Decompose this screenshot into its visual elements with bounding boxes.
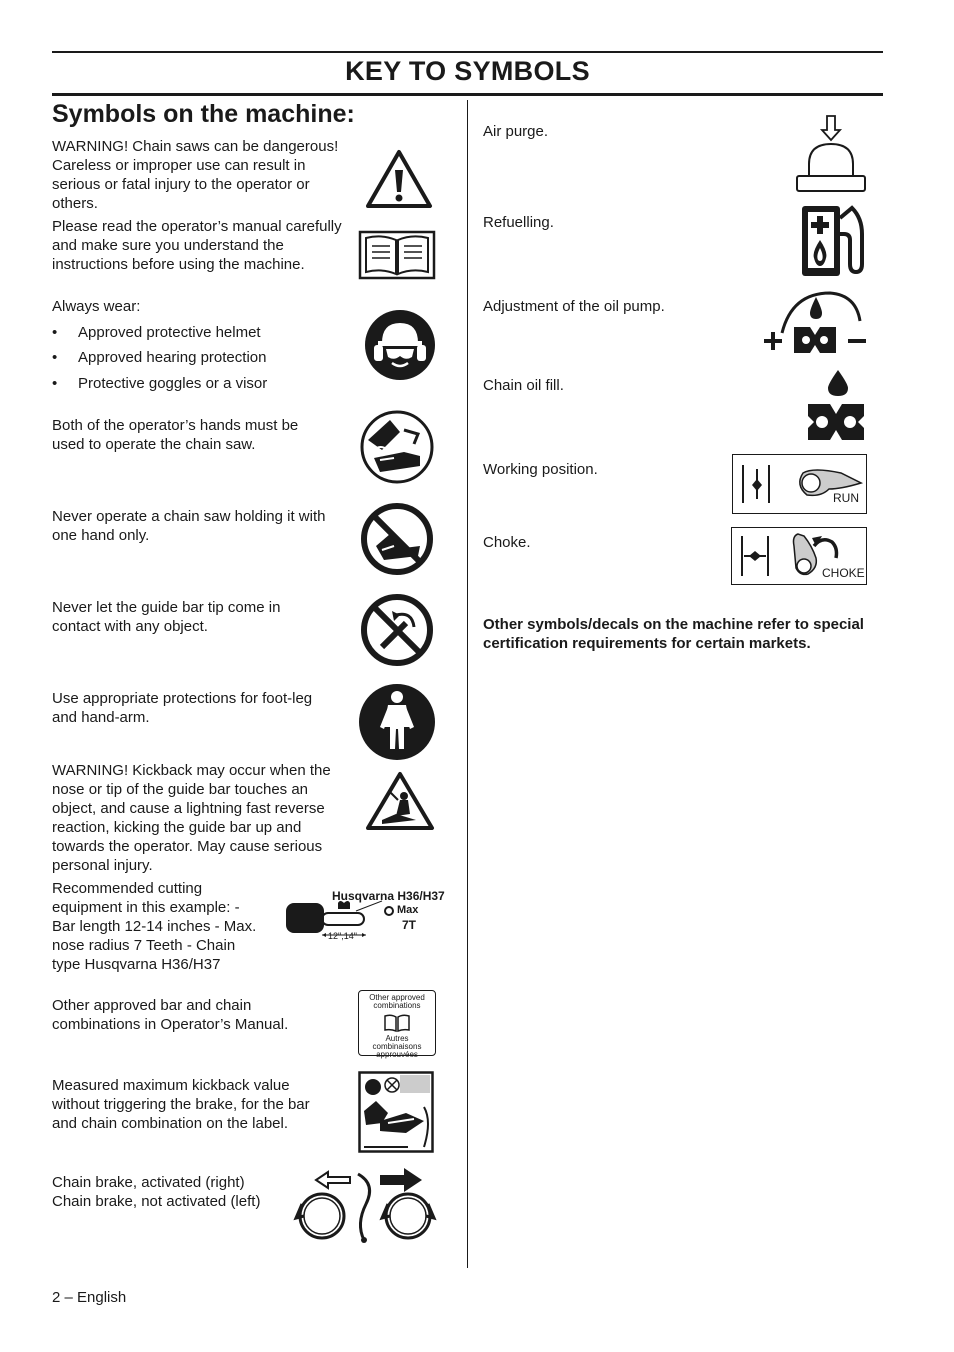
approved-bottom-label: Autres combinaisons approuvées (372, 1034, 422, 1059)
recommended-text: Recommended cutting equipment in this example: - Bar length 12-14 inches - Max. nose radius 7 Teeth - Chain type Husqvarna H36/H37 (52, 880, 257, 973)
always-wear-text: Always wear: (52, 298, 141, 315)
bullet-dot: • (52, 324, 58, 341)
helmet-goggles-icon (364, 309, 436, 381)
section-title: Symbols on the machine: (52, 100, 355, 128)
no-one-hand-icon (360, 502, 434, 576)
air-purge-text: Air purge. (483, 123, 549, 140)
open-book-icon (358, 228, 436, 282)
header-top-rule (52, 51, 883, 53)
other-approved-combinations-icon (358, 990, 436, 1059)
choke-icon (731, 527, 867, 585)
wear-item-label: Approved protective helmet (78, 324, 261, 341)
chain-oil-text: Chain oil fill. (483, 377, 564, 394)
label-max: Max (397, 904, 419, 916)
warning-text: WARNING! Chain saws can be dangerous! Careless or improper use can result in serious or fatal injury to the operator or others. (52, 138, 339, 212)
page-footer: 2 – English (52, 1289, 127, 1306)
wear-item-label: Approved hearing protection (78, 349, 267, 366)
kickback-value-text: Measured maximum kickback value without triggering the brake, for the bar and chain combination on the label. (52, 1077, 310, 1132)
certification-note: Other symbols/decals on the machine refer to special certification requirements for certain markets. (483, 616, 864, 652)
page-title: KEY TO SYMBOLS (345, 56, 590, 86)
refuelling-text: Refuelling. (483, 214, 554, 231)
protective-clothing-icon (358, 683, 436, 761)
working-position-text: Working position. (483, 461, 598, 478)
kickback-text: WARNING! Kickback may occur when the nose or tip of the guide bar touches an object, and cause a lightning fast reverse reaction, kicking the guide bar up and towards the operator. May cause serious personal injury. (52, 762, 331, 874)
run-label: RUN (833, 491, 859, 505)
label-bar-length: 12",14" (328, 931, 357, 941)
oil-pump-text: Adjustment of the oil pump. (483, 298, 665, 315)
label-teeth: 7T (402, 918, 417, 932)
column-divider (467, 100, 468, 1268)
choke-label: CHOKE (822, 566, 865, 580)
recommended-equipment-label (284, 889, 449, 945)
no-bar-tip-contact-icon (360, 593, 434, 667)
working-position-icon (732, 454, 867, 514)
label-brand: Husqvarna H36/H37 (332, 889, 445, 903)
bullet-dot: • (52, 349, 58, 366)
warning-triangle-icon (364, 148, 434, 210)
fuel-pump-icon (800, 204, 868, 278)
chain-brake-text: Chain brake, activated (right) Chain brake, not activated (left) (52, 1174, 261, 1210)
foot-leg-text: Use appropriate protections for foot-leg and hand-arm. (52, 690, 313, 726)
oil-pump-adjust-icon (760, 289, 870, 357)
kickback-warning-icon (364, 770, 436, 832)
one-hand-text: Never operate a chain saw holding it with one hand only. (52, 508, 326, 544)
choke-text: Choke. (483, 534, 531, 551)
guide-tip-text: Never let the guide bar tip come in contact with any object. (52, 599, 281, 635)
bullet-dot: • (52, 375, 58, 392)
approved-top-label: Other approved combinations (369, 993, 425, 1010)
manual-text: Please read the operator’s manual carefully and make sure you understand the instructions before using the machine. (52, 218, 342, 273)
chain-oil-fill-icon (806, 368, 866, 442)
kickback-value-icon (358, 1071, 434, 1153)
header-bottom-rule (52, 93, 883, 96)
two-hands-icon (360, 410, 434, 484)
air-purge-icon (795, 114, 867, 194)
wear-item-label: Protective goggles or a visor (78, 375, 268, 392)
other-approved-text: Other approved bar and chain combinations in Operator’s Manual. (52, 997, 289, 1033)
both-hands-text: Both of the operator’s hands must be used to operate the chain saw. (52, 417, 299, 453)
chain-brake-icon (292, 1164, 437, 1244)
